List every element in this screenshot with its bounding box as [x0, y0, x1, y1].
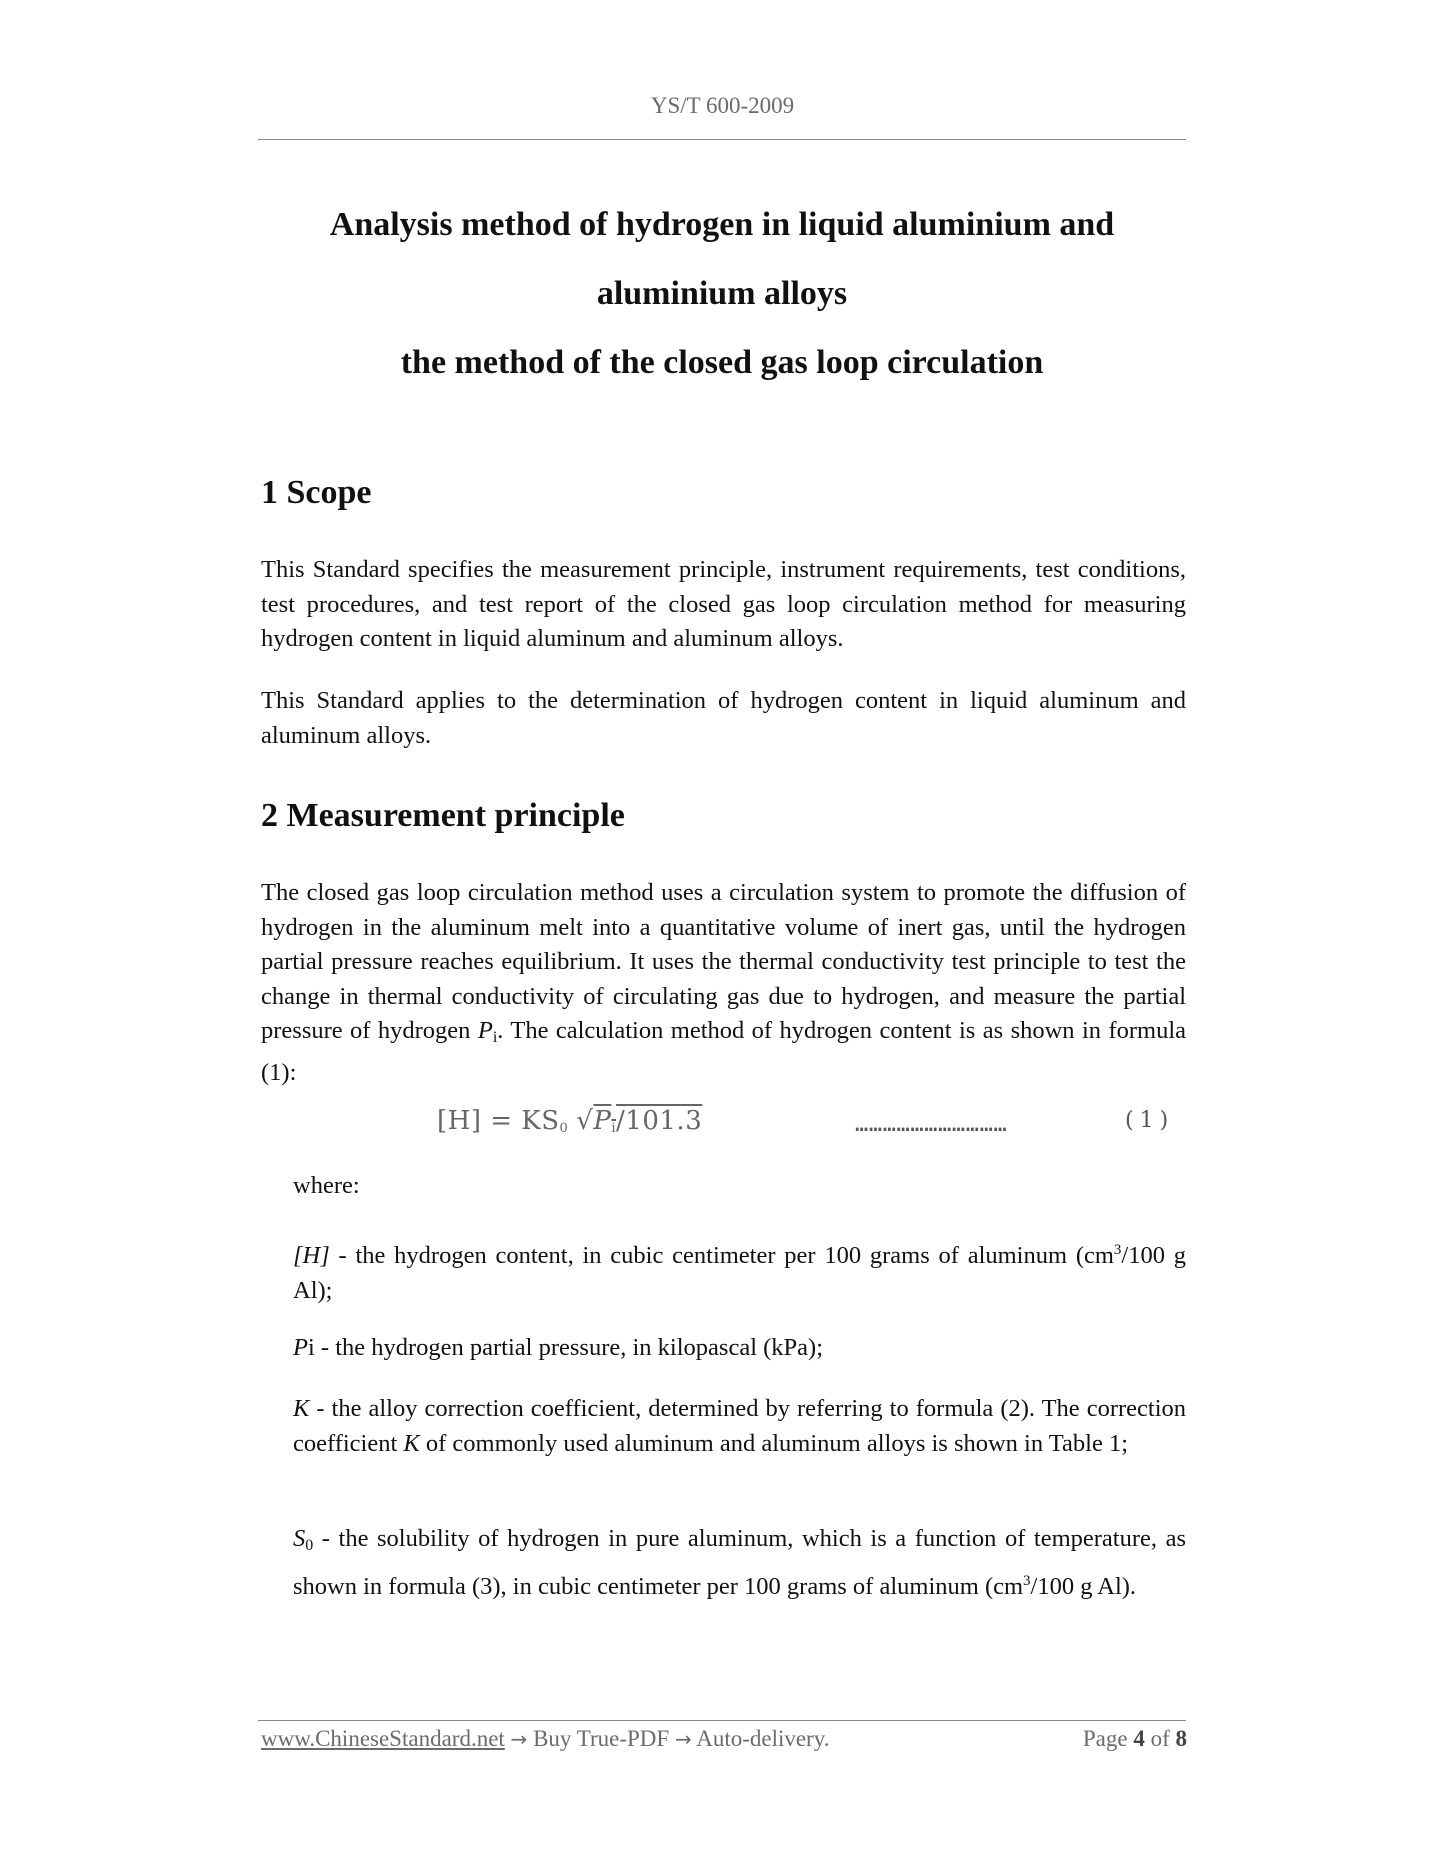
site-link[interactable]: www.ChineseStandard.net [261, 1726, 505, 1751]
definition-h-symbol: [H] [293, 1242, 330, 1269]
principle-paragraph [261, 876, 1186, 1091]
of-word: of [1150, 1726, 1170, 1751]
page-total: 8 [1175, 1726, 1187, 1751]
sqrt-symbol: √ [576, 1106, 594, 1136]
definition-s0-subscript: 0 [305, 1537, 314, 1554]
scope-paragraph-1: This Standard specifies the measurement principle, instrument requirements, test conditions, test procedures, and test report of the closed gas loop circulation method for measuring hydrogen content in liquid aluminum and aluminum alloys. [261, 556, 1186, 653]
section-2-heading: 2 Measurement principle [261, 797, 625, 834]
definition-h-text-b: /100 g Al); [293, 1242, 1186, 1304]
formula-radicand-subscript: i [611, 1121, 617, 1136]
running-header: YS/T 600-2009 [650, 93, 795, 118]
buy-pdf-text: Buy True-PDF [533, 1726, 670, 1751]
partial-pressure-subscript: i [492, 1029, 498, 1047]
footer-rule [258, 1720, 1186, 1721]
definition-s0-superscript: 3 [1023, 1572, 1031, 1589]
where-label: where: [293, 1172, 360, 1199]
formula-1 [437, 1106, 702, 1136]
formula-number: (1) [1125, 1108, 1175, 1133]
formula-radicand-var: P [593, 1106, 612, 1136]
definition-s0-text-b: /100 g Al). [1030, 1572, 1137, 1600]
definition-pi [293, 1331, 1186, 1366]
definition-k-symbol-inline: K [403, 1429, 420, 1457]
title-line-1: Analysis method of hydrogen in liquid aluminium and [329, 206, 1115, 243]
definition-h-superscript: 3 [1113, 1242, 1122, 1258]
scope-paragraph-2: This Standard applies to the determination of hydrogen content in liquid aluminum and aluminum alloys. [261, 687, 1186, 749]
page-indicator [1083, 1726, 1187, 1752]
definition-k [293, 1392, 1186, 1461]
definition-s0-symbol: S [293, 1525, 306, 1552]
document-title [258, 190, 1186, 397]
footer-links [261, 1726, 829, 1752]
formula-s-subscript: 0 [559, 1121, 569, 1136]
section-1-heading: 1 Scope [261, 474, 372, 511]
partial-pressure-symbol: P [477, 1017, 493, 1045]
definition-k-symbol: K [293, 1395, 310, 1422]
definition-k-text-a: - the alloy correction coefficient, determined by referring to formula (2). The correction coefficient [293, 1395, 1186, 1457]
definition-s0 [293, 1522, 1186, 1604]
definition-pi-text: - the hydrogen partial pressure, in kilopascal (kPa); [314, 1334, 824, 1361]
definition-h [293, 1233, 1186, 1308]
definition-k-text-b: of commonly used aluminum and aluminum alloys is shown in Table 1; [419, 1429, 1129, 1457]
definition-s0-text-a: - the solubility of hydrogen in pure aluminum, which is a function of temperature, as shown in formula (3), in cubic centimeter per 100 grams of aluminum (cm [293, 1525, 1186, 1600]
auto-delivery-text: Auto-delivery. [696, 1726, 830, 1751]
formula-lhs: [H] = KS [437, 1106, 560, 1136]
title-line-3: the method of the closed gas loop circulation [400, 344, 1044, 381]
principle-text-b: . The calculation method of hydrogen content is as shown in formula (1): [261, 1017, 1186, 1086]
arrow-right-icon: → [510, 1727, 528, 1751]
page-number: 4 [1133, 1726, 1145, 1751]
page-word: Page [1082, 1726, 1128, 1751]
formula-leader-dots: …………………………… [855, 1112, 1008, 1137]
definition-h-text-a: - the hydrogen content, in cubic centimeter per 100 grams of aluminum (cm [329, 1242, 1114, 1269]
definition-pi-symbol-rest: i [307, 1334, 315, 1361]
header-rule [258, 139, 1186, 140]
formula-radicand-rest: /101.3 [616, 1106, 703, 1136]
principle-text-a: The closed gas loop circulation method uses a circulation system to promote the diffusion of hydrogen in the aluminum melt into a quantitative volume of inert gas, until the hydrogen partial pressure reaches equilibrium. It uses the thermal conductivity test principle to test the change in thermal conductivity of circulating gas due to hydrogen, and measure the partial pressure of hydrogen [261, 879, 1186, 1045]
formula-radicand [593, 1106, 702, 1136]
title-line-2: aluminium alloys [596, 275, 848, 312]
definition-pi-symbol: P [293, 1334, 308, 1361]
arrow-right-icon: → [674, 1727, 692, 1751]
